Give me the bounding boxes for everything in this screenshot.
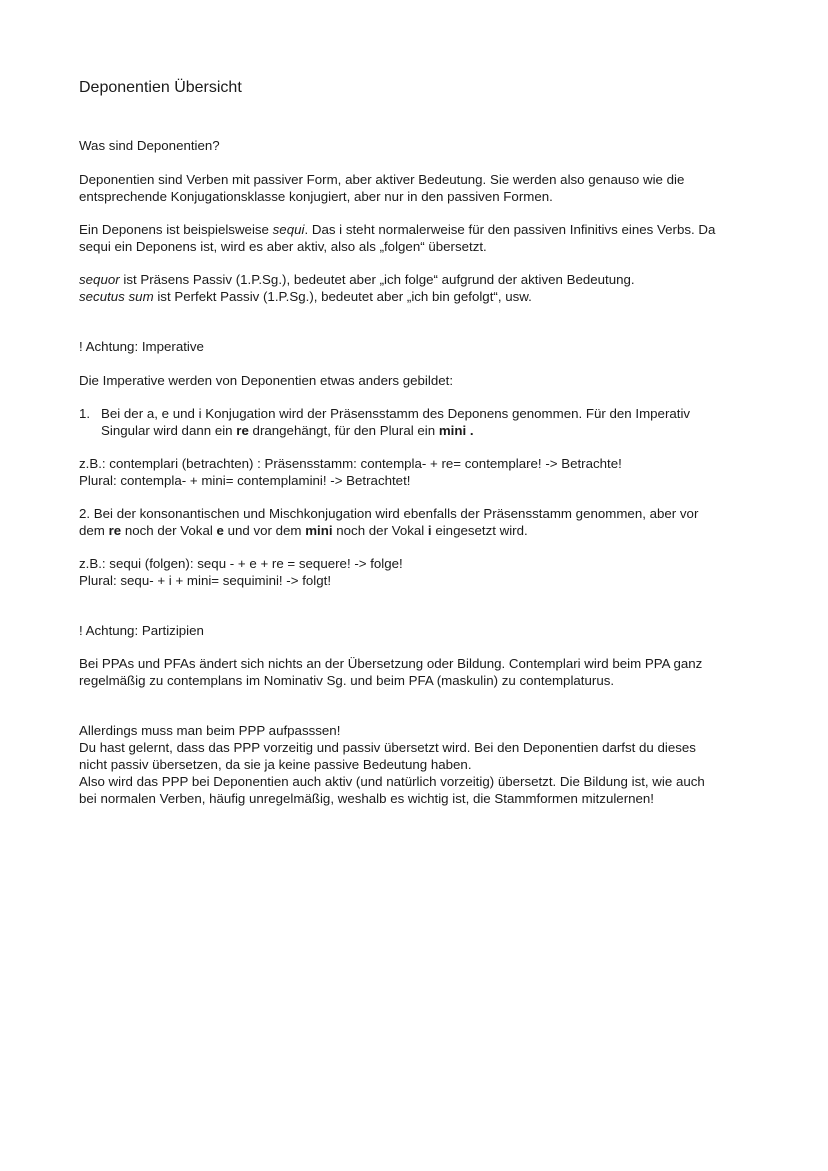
rule-text: drangehängt, für den Plural ein	[248, 423, 439, 438]
rule-keyword: e	[216, 523, 224, 538]
form-text: ist Perfekt Passiv (1.P.Sg.), bedeutet aber „ich bin gefolgt“, usw.	[153, 289, 532, 304]
example-2-line-2: Plural: sequ- + i + mini= sequimini! -> folgt!	[79, 573, 332, 588]
imperative-intro: Die Imperative werden von Deponentien etwas anders gebildet:	[79, 373, 454, 388]
definition-line-2: entsprechende Konjugationsklasse konjugiert, aber nur in den passiven Formen.	[79, 189, 553, 204]
forms-paragraph	[79, 271, 759, 305]
participle-line-1: Bei PPAs und PFAs ändert sich nichts an der Übersetzung oder Bildung. Contemplari wird beim PPA ganz	[79, 656, 703, 671]
rule-1-line-1	[79, 405, 759, 422]
forms-line-2	[79, 288, 759, 305]
form-text: ist Präsens Passiv (1.P.Sg.), bedeutet aber „ich folge“ aufgrund der aktiven Bedeutung.	[119, 272, 635, 287]
example-term: sequi	[272, 222, 305, 237]
example-paragraph	[79, 221, 759, 255]
example-1-line-1: z.B.: contemplari (betrachten) : Präsensstamm: contempla- + re= contemplare! -> Betrachte!	[79, 456, 622, 471]
ppp-line-1: Allerdings muss man beim PPP aufpasssen!	[79, 723, 341, 738]
rule-keyword: mini	[305, 523, 333, 538]
ppp-paragraph	[79, 722, 759, 807]
participle-paragraph	[79, 655, 759, 689]
ppp-line-5: bei normalen Verben, häufig unregelmäßig, weshalb es wichtig ist, die Stammformen mitzulernen!	[79, 791, 655, 806]
example-line-2: sequi ein Deponens ist, wird es aber aktiv, also als „folgen“ übersetzt.	[79, 239, 487, 254]
rule-keyword: i	[427, 523, 432, 538]
ppp-line-4: Also wird das PPP bei Deponentien auch aktiv (und natürlich vorzeitig) übersetzt. Die Bildung ist, wie auch	[79, 774, 705, 789]
rule-1-number: 1.	[79, 406, 91, 421]
document-title: Deponentien Übersicht	[79, 79, 242, 96]
rule-1	[79, 405, 759, 439]
ppp-line-2: Du hast gelernt, dass das PPP vorzeitig und passiv übersetzt wird. Bei den Deponentien darfst du dieses	[79, 740, 696, 755]
definition-paragraph	[79, 171, 759, 205]
example-1	[79, 455, 759, 489]
example-line-1	[79, 221, 759, 238]
participle-line-2: regelmäßig zu contemplans im Nominativ Sg. und beim PFA (maskulin) zu contemplaturus.	[79, 673, 615, 688]
imperative-heading: ! Achtung: Imperative	[79, 339, 204, 354]
rule-keyword: re	[236, 423, 249, 438]
rule-keyword: mini .	[438, 423, 474, 438]
rule-keyword: re	[108, 523, 122, 538]
rule-text: noch der Vokal	[121, 523, 217, 538]
rule-text: dem	[79, 523, 109, 538]
example-2-line-1: z.B.: sequi (folgen): sequ - + e + re = sequere! -> folge!	[79, 556, 403, 571]
ppp-line-3: nicht passiv übersetzen, da sie ja keine passive Bedeutung haben.	[79, 757, 472, 772]
rule-2	[79, 505, 759, 539]
rule-2-line-1: 2. Bei der konsonantischen und Mischkonjugation wird ebenfalls der Präsensstamm genommen, aber vor	[79, 506, 699, 521]
rule-text: noch der Vokal	[332, 523, 428, 538]
example-text: . Das i steht normalerweise für den passiven Infinitivs eines Verbs. Da	[304, 222, 716, 237]
rule-text: Singular wird dann ein	[101, 423, 237, 438]
example-1-line-2: Plural: contempla- + mini= contemplamini! -> Betrachtet!	[79, 473, 411, 488]
example-text: Ein Deponens ist beispielsweise	[79, 222, 273, 237]
rule-text: eingesetzt wird.	[431, 523, 528, 538]
rule-1-text: Bei der a, e und i Konjugation wird der Präsensstamm des Deponens genommen. Für den Imperativ	[101, 406, 691, 421]
example-2	[79, 555, 759, 589]
form-term: secutus sum	[79, 289, 154, 304]
form-term: sequor	[79, 272, 120, 287]
participle-heading: ! Achtung: Partizipien	[79, 623, 204, 638]
rule-1-line-2	[79, 422, 759, 439]
question-heading: Was sind Deponentien?	[79, 138, 220, 153]
definition-line-1: Deponentien sind Verben mit passiver Form, aber aktiver Bedeutung. Sie werden also genauso wie die	[79, 172, 685, 187]
rule-2-line-2	[79, 522, 759, 539]
rule-text: und vor dem	[223, 523, 306, 538]
forms-line-1	[79, 271, 759, 288]
